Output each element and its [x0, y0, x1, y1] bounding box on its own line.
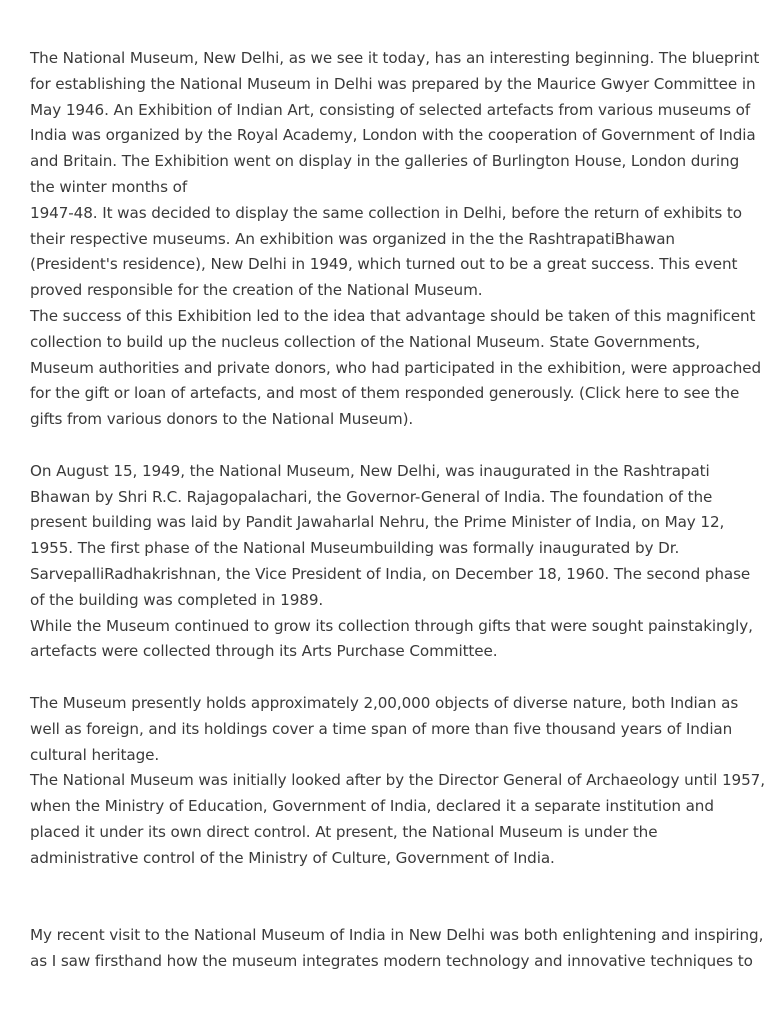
text-line: While the Museum continued to grow its collection through gifts that were sought painstakingly, — [30, 616, 753, 635]
history-paragraph — [30, 46, 762, 433]
text-line: The Museum presently holds approximately 2,00,000 objects of diverse nature, both Indian as — [30, 693, 739, 712]
text-line: placed it under its own direct control. At present, the National Museum is under the — [30, 822, 658, 841]
text-line: My recent visit to the National Museum of India in New Delhi was both enlightening and inspiring, — [30, 926, 764, 945]
paragraph-spacer — [30, 872, 742, 924]
text-line: collection to build up the nucleus collection of the National Museum. State Governments, — [30, 332, 701, 351]
visit-paragraph — [30, 923, 764, 975]
text-line: The success of this Exhibition led to the idea that advantage should be taken of this magnificent — [30, 306, 756, 325]
text-line: The National Museum, New Delhi, as we see it today, has an interesting beginning. The blueprint — [30, 49, 760, 67]
article-body — [30, 46, 765, 975]
holdings-paragraph — [30, 691, 765, 872]
text-line: proved responsible for the creation of the National Museum. — [30, 281, 483, 300]
text-line: On August 15, 1949, the National Museum, New Delhi, was inaugurated in the Rashtrapati — [30, 461, 710, 480]
text-line: artefacts were collected through its Arts Purchase Committee. — [30, 642, 498, 661]
text-line: 1947-48. It was decided to display the same collection in Delhi, before the return of exhibits to — [30, 203, 742, 222]
text-line: of the building was completed in 1989. — [30, 590, 324, 609]
paragraph-spacer — [30, 433, 742, 459]
text-line: gifts from various donors to the National Museum). — [30, 410, 414, 429]
text-line: when the Ministry of Education, Government of India, declared it a separate institution and — [30, 797, 714, 816]
text-line: their respective museums. An exhibition was organized in the the RashtrapatiBhawan — [30, 229, 675, 248]
text-line: and Britain. The Exhibition went on display in the galleries of Burlington House, London during — [30, 152, 740, 171]
text-line: well as foreign, and its holdings cover a time span of more than five thousand years of Indian — [30, 719, 733, 738]
text-line: 1955. The first phase of the National Museumbuilding was formally inaugurated by Dr. — [30, 539, 680, 558]
text-line: Bhawan by Shri R.C. Rajagopalachari, the Governor-General of India. The foundation of the — [30, 487, 713, 506]
text-line: for establishing the National Museum in Delhi was prepared by the Maurice Gwyer Committee in — [30, 74, 756, 93]
text-line: present building was laid by Pandit Jawaharlal Nehru, the Prime Minister of India, on May 12, — [30, 513, 725, 532]
text-line: administrative control of the Ministry of Culture, Government of India. — [30, 848, 555, 867]
inauguration-paragraph — [30, 459, 753, 665]
text-line: The National Museum was initially looked after by the Director General of Archaeology until 1957, — [30, 771, 765, 790]
text-line: India was organized by the Royal Academy, London with the cooperation of Government of India — [30, 126, 756, 145]
text-line: May 1946. An Exhibition of Indian Art, consisting of selected artefacts from various museums of — [30, 100, 751, 119]
paragraph-spacer — [30, 665, 742, 691]
text-line: Museum authorities and private donors, who had participated in the exhibition, were approached — [30, 358, 762, 377]
text-line: the winter months of — [30, 177, 188, 196]
text-line: as I saw firsthand how the museum integrates modern technology and innovative techniques to — [30, 951, 753, 970]
text-line: for the gift or loan of artefacts, and most of them responded generously. (Click here to see the — [30, 384, 740, 403]
text-line: cultural heritage. — [30, 745, 160, 764]
text-line: SarvepalliRadhakrishnan, the Vice President of India, on December 18, 1960. The second phase — [30, 564, 751, 583]
text-line: (President's residence), New Delhi in 1949, which turned out to be a great success. This event — [30, 255, 738, 274]
